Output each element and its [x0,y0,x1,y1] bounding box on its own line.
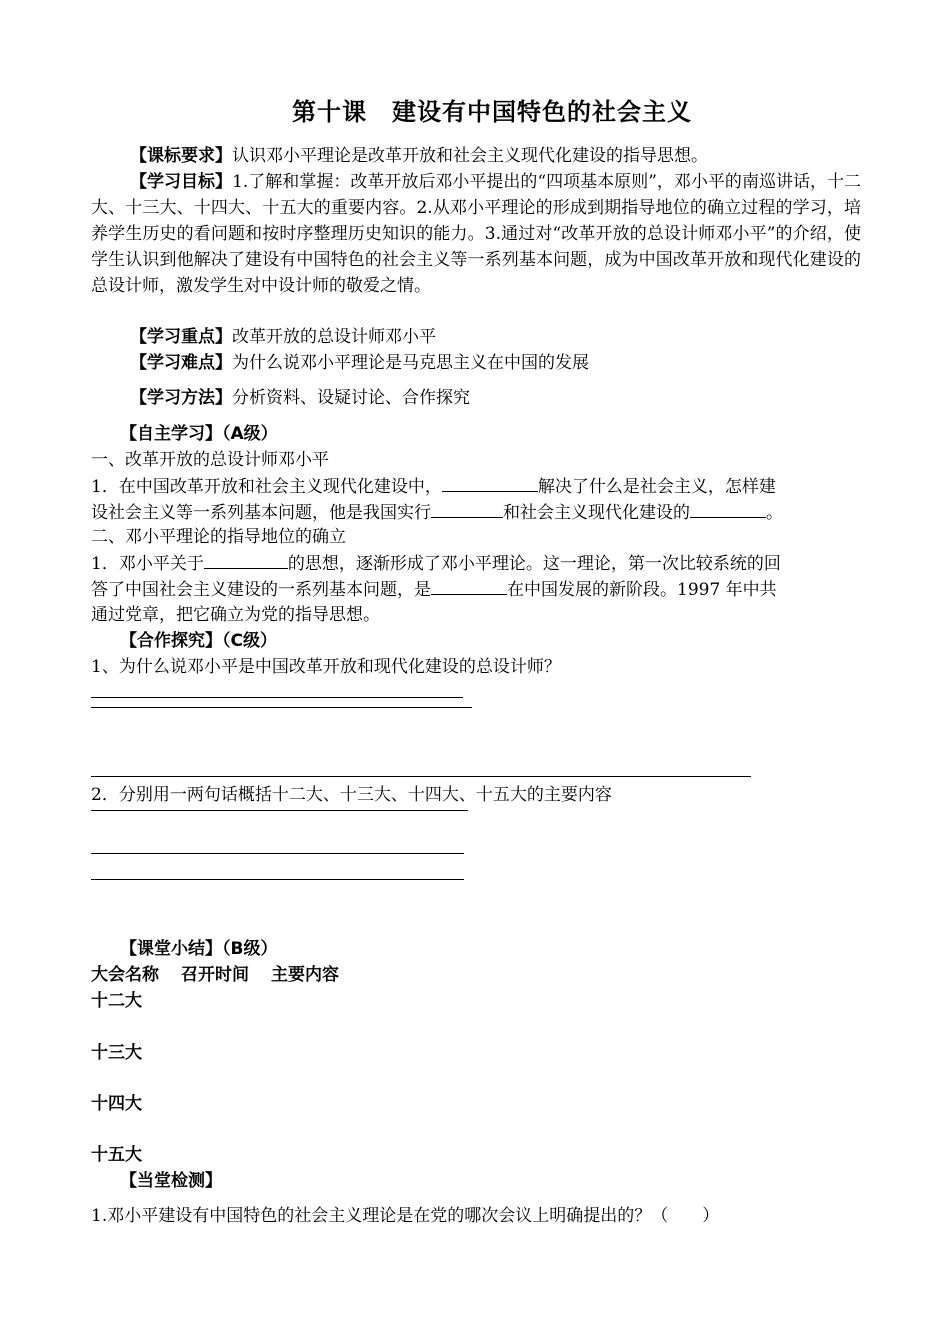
summary-header-name: 大会名称 [91,965,159,985]
answer-blank[interactable] [204,550,288,569]
difficulty-label: 【学习难点】 [130,353,232,373]
answer-blank[interactable] [431,499,503,518]
cooperative-label: 【合作探究】（C级） [120,631,277,651]
self-study-section2-heading: 二、邓小平理论的指导地位的确立 [91,527,346,547]
objectives-label: 【学习目标】 [130,172,233,192]
q1-text-d: 和社会主义现代化建设的 [503,503,690,523]
summary-row: 十四大 [91,1094,142,1114]
curriculum-label: 【课标要求】 [130,146,232,166]
learning-method [130,385,861,411]
summary-row: 十二大 [91,991,142,1011]
answer-line[interactable] [91,879,464,880]
answer-line[interactable] [91,776,751,777]
page-title: 第十课 建设有中国特色的社会主义 [292,98,692,126]
learning-focus [130,324,861,350]
q2-text-b: 的思想，逐渐形成了邓小平理论。这一理论，第一次比较系统的回 [287,554,781,574]
q2-text-d: 在中国发展的新阶段。1997 年中共 [507,580,777,600]
summary-row: 十三大 [91,1043,142,1063]
q2-text-c: 答了中国社会主义建设的一系列基本问题，是 [91,580,431,600]
summary-table-header [91,962,361,988]
answer-blank[interactable] [690,499,766,518]
answer-line[interactable] [91,810,468,811]
answer-blank[interactable] [442,473,538,492]
method-label: 【学习方法】 [130,388,232,408]
summary-header-time: 召开时间 [181,965,249,985]
answer-line[interactable] [91,853,464,854]
learning-difficulty [130,350,861,376]
objectives-text: 1.了解和掌握：改革开放后邓小平提出的“四项基本原则”，邓小平的南巡讲话，十二大、十三大、十四大、十五大的重要内容。2.从邓小平理论的形成到期指导地位的确立过程的学习，培养学生历史的看问题和按时序整理历史知识的能力。3.通过对“改革开放的总设计师邓小平”的介绍，使学生认识到他解决了建设有中国特色的社会主义等一系列基本问题，成为中国改革开放和现代化建设的总设计师，激发学生对中设计师的敬爱之情。 [91,172,861,296]
answer-line[interactable] [91,707,472,708]
focus-label: 【学习重点】 [130,327,232,347]
answer-blank[interactable] [431,576,507,595]
q2-text-a: 1．邓小平关于 [91,554,204,574]
learning-objectives [91,169,861,299]
self-study-q2-line2 [91,576,861,603]
curriculum-text: 认识邓小平理论是改革开放和社会主义现代化建设的指导思想。 [232,146,708,166]
q1-text-b: 解决了什么是社会主义，怎样建 [537,477,776,497]
focus-text: 改革开放的总设计师邓小平 [232,327,436,347]
test-label: 【当堂检测】 [120,1171,222,1191]
self-study-q2-line1 [91,550,861,577]
q1-text-e: 。 [766,503,783,523]
curriculum-requirement [130,143,861,169]
method-text: 分析资料、设疑讨论、合作探究 [232,388,470,408]
summary-row: 十五大 [91,1145,142,1165]
q1-text-a: 1．在中国改革开放和社会主义现代化建设中， [91,477,442,497]
summary-label: 【课堂小结】（B级） [120,939,278,959]
difficulty-text: 为什么说邓小平理论是马克思主义在中国的发展 [232,353,589,373]
self-study-section1-heading: 一、改革开放的总设计师邓小平 [91,450,329,470]
cooperative-q2: 2．分别用一两句话概括十二大、十三大、十四大、十五大的主要内容 [91,785,612,805]
answer-line[interactable] [91,697,463,698]
cooperative-q1: 1、为什么说邓小平是中国改革开放和现代化建设的总设计师？ [91,657,561,677]
test-q1: 1.邓小平建设有中国特色的社会主义理论是在党的哪次会议上明确提出的？（ ） [91,1206,720,1226]
self-study-label: 【自主学习】（A级） [120,424,278,444]
self-study-q1-line2 [91,499,861,526]
q1-text-c: 设社会主义等一系列基本问题，他是我国实行 [91,503,431,523]
self-study-q1-line1 [91,473,861,500]
self-study-q2-line3: 通过党章，把它确立为党的指导思想。 [91,605,380,625]
summary-header-content: 主要内容 [271,965,339,985]
